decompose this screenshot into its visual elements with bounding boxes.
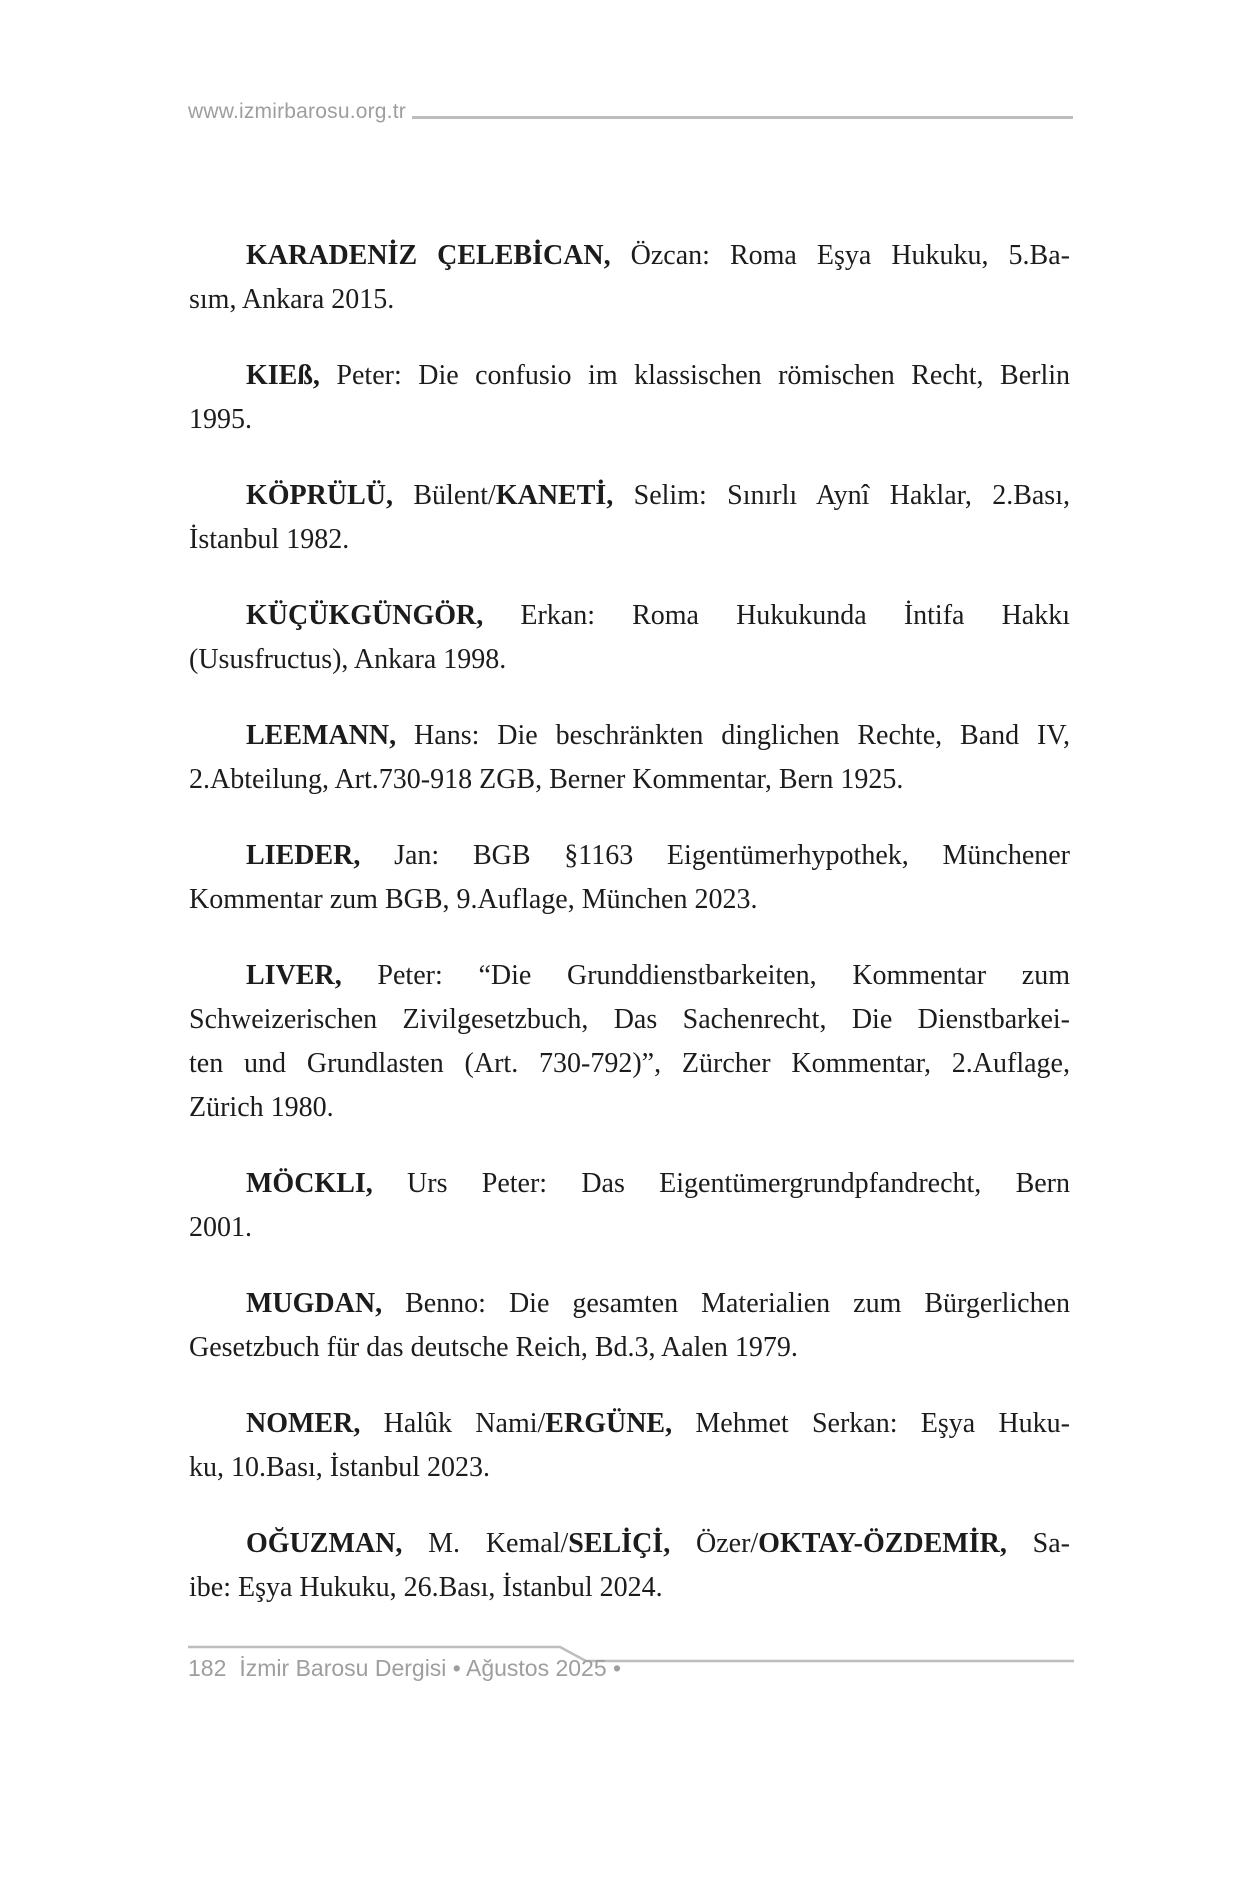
bib-line: 2001. [189,1212,252,1243]
bib-entry [189,474,1070,562]
bib-line: LIVER, Peter: “Die Grunddienstbarkeiten, Kommentar zum [246,960,1070,991]
bib-line: Gesetzbuch für das deutsche Reich, Bd.3, Aalen 1979. [189,1332,798,1363]
bib-line: ku, 10.Bası, İstanbul 2023. [189,1452,490,1483]
bib-entry [189,1162,1070,1250]
page-footer [188,1654,621,1682]
bib-entry [189,234,1070,322]
bib-entry [189,834,1070,922]
bib-line: NOMER, Halûk Nami/ERGÜNE, Mehmet Serkan: Eşya Huku- [246,1408,1070,1439]
bib-entry [189,1402,1070,1490]
header-rule [412,116,1073,119]
bib-entry [189,354,1070,442]
bib-line: KIEß, Peter: Die confusio im klassischen römischen Recht, Berlin [246,360,1070,391]
bib-entry [189,954,1070,1130]
bib-line: Kommentar zum BGB, 9.Auflage, München 2023. [189,884,758,915]
header-url: www.izmirbarosu.org.tr [188,100,406,123]
bib-entry [189,714,1070,802]
page-header [188,100,1073,124]
bib-line: KÜÇÜKGÜNGÖR, Erkan: Roma Hukukunda İntifa Hakkı [246,600,1070,631]
bib-line: 1995. [189,404,252,435]
footer-journal-line: İzmir Barosu Dergisi • Ağustos 2025 • [239,1655,622,1681]
bib-line: Zürich 1980. [189,1092,334,1123]
bib-line: KARADENİZ ÇELEBİCAN, Özcan: Roma Eşya Hukuku, 5.Ba- [246,240,1070,271]
bib-line: (Ususfructus), Ankara 1998. [189,644,507,675]
footer-page-number: 182 [188,1655,227,1681]
bib-line: sım, Ankara 2015. [189,284,395,315]
bib-line: 2.Abteilung, Art.730-918 ZGB, Berner Kommentar, Bern 1925. [189,764,904,795]
bib-entry [189,1282,1070,1370]
bib-line: OĞUZMAN, M. Kemal/SELİÇİ, Özer/OKTAY-ÖZDEMİR, Sa- [246,1528,1070,1559]
bib-line: MÖCKLI, Urs Peter: Das Eigentümergrundpfandrecht, Bern [246,1168,1070,1199]
bib-entry [189,594,1070,682]
bib-line: MUGDAN, Benno: Die gesamten Materialien zum Bürgerlichen [246,1288,1070,1319]
bib-line: LIEDER, Jan: BGB §1163 Eigentümerhypothek, Münchener [246,840,1070,871]
bib-line: ibe: Eşya Hukuku, 26.Bası, İstanbul 2024. [189,1572,663,1603]
bib-line: ten und Grundlasten (Art. 730-792)”, Zürcher Kommentar, 2.Auflage, [189,1048,1070,1079]
bib-line: Schweizerischen Zivilgesetzbuch, Das Sachenrecht, Die Dienstbarkei- [189,1004,1070,1035]
bib-line: LEEMANN, Hans: Die beschränkten dinglichen Rechte, Band IV, [246,720,1070,751]
bib-line: İstanbul 1982. [189,524,350,555]
bib-entry [189,1522,1070,1610]
bibliography [189,234,1070,1642]
bib-line: KÖPRÜLÜ, Bülent/KANETİ, Selim: Sınırlı Aynî Haklar, 2.Bası, [246,480,1070,511]
